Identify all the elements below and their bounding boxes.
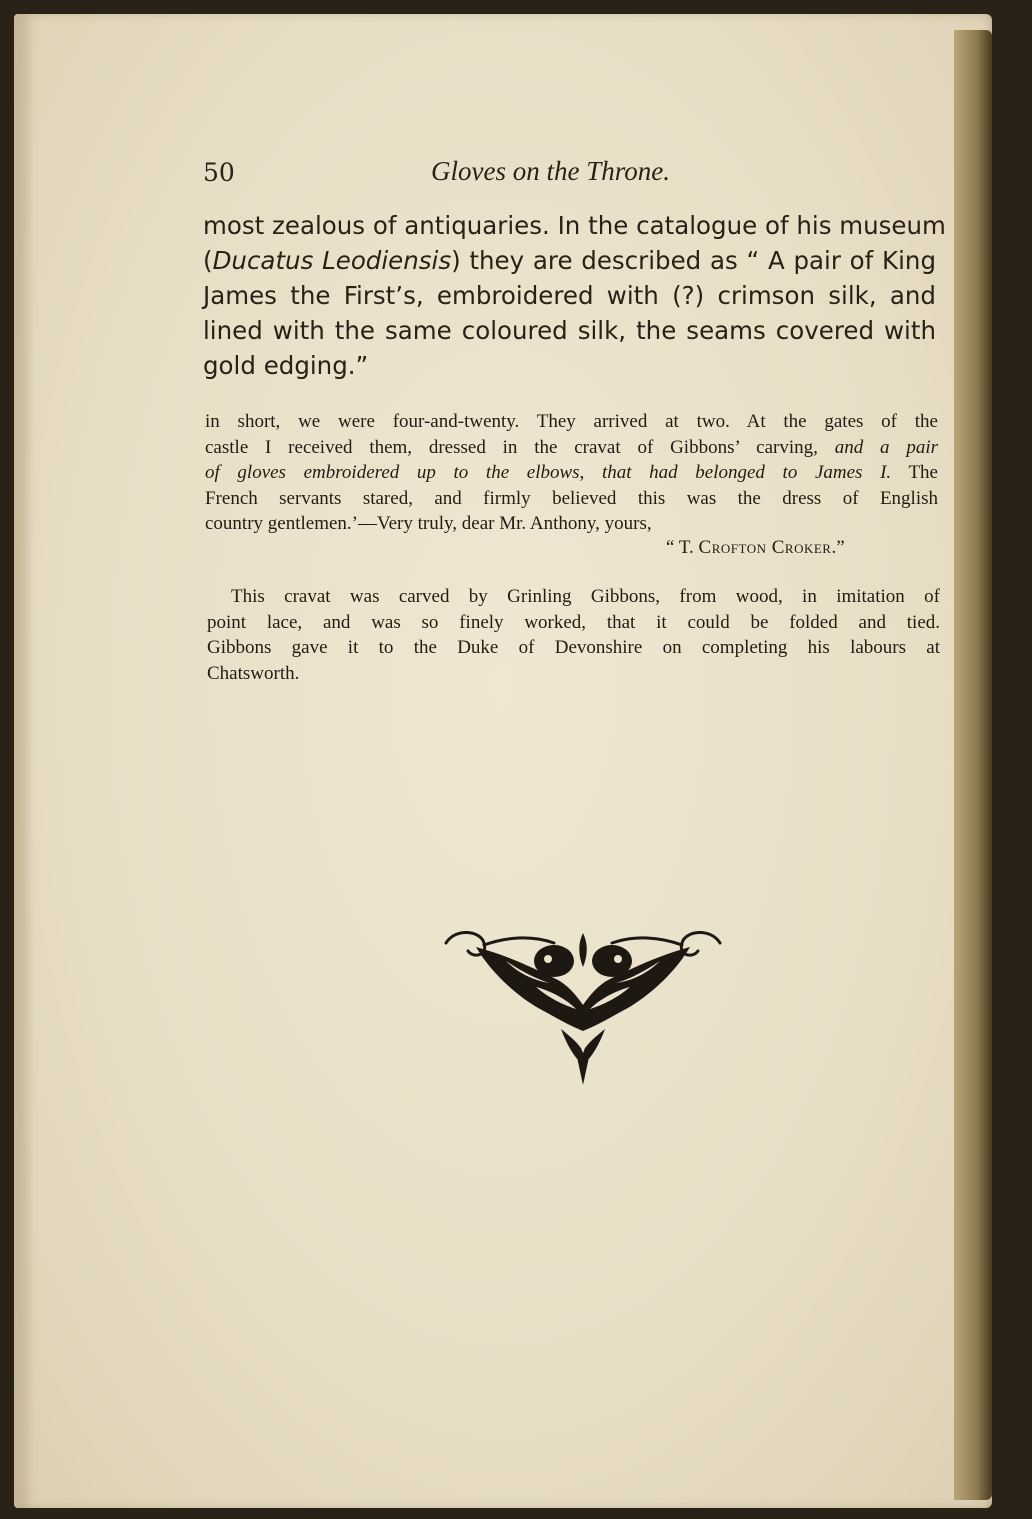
signature-line — [666, 537, 845, 559]
letter-excerpt — [205, 409, 938, 537]
signature-quote-open: “ T. — [666, 537, 699, 558]
adjacent-page-edge — [954, 30, 992, 1500]
text-line: James the First’s, embroidered with (?) crimson silk, and — [203, 281, 936, 310]
text-line: French servants stared, and firmly believed this was the dress of English — [205, 487, 938, 509]
page-number: 50 — [203, 158, 235, 187]
text-line: Gibbons gave it to the Duke of Devonshire on completing his labours at — [207, 637, 940, 658]
main-paragraph — [203, 208, 946, 383]
text-line: Chatsworth. — [207, 662, 300, 684]
tailpiece-ornament-icon — [436, 925, 730, 1090]
roman-segment: The — [908, 462, 938, 483]
signature-quote-close: .” — [831, 537, 845, 558]
text-line: most zealous of antiquaries. In the catalogue of his museum — [203, 211, 946, 240]
italic-title: Ducatus Leodiensis — [212, 246, 452, 275]
running-title: Gloves on the Throne. — [431, 156, 670, 186]
text-line: country gentlemen.’—Very truly, dear Mr. Anthony, yours, — [205, 513, 652, 534]
page-gutter-shadow — [14, 14, 34, 1508]
text-line: gold edging.” — [203, 351, 369, 380]
text-line: lined with the same coloured silk, the seams covered with — [203, 316, 936, 345]
signature-name: Crofton Croker — [698, 537, 832, 558]
running-head — [203, 158, 735, 188]
text-line-mixed — [205, 460, 938, 486]
italic-segment: and a pair — [834, 436, 938, 458]
text-line: in short, we were four-and-twenty. They arrived at two. At the gates of the — [205, 411, 938, 432]
text-line: point lace, and was so finely worked, that it could be folded and tied. — [207, 611, 940, 633]
italic-segment: of gloves embroidered up to the elbows, that had belonged to James I. — [205, 462, 892, 483]
text-line-mixed — [205, 435, 938, 461]
footnote — [207, 584, 940, 686]
roman-segment: castle I received them, dressed in the cravat of Gibbons’ carving, — [205, 436, 818, 458]
text-line: This cravat was carved by Grinling Gibbons, from wood, in imitation of — [231, 586, 940, 607]
text-line-with-italic: (Ducatus Leodiensis) they are described as “ A pair of King — [203, 246, 936, 275]
